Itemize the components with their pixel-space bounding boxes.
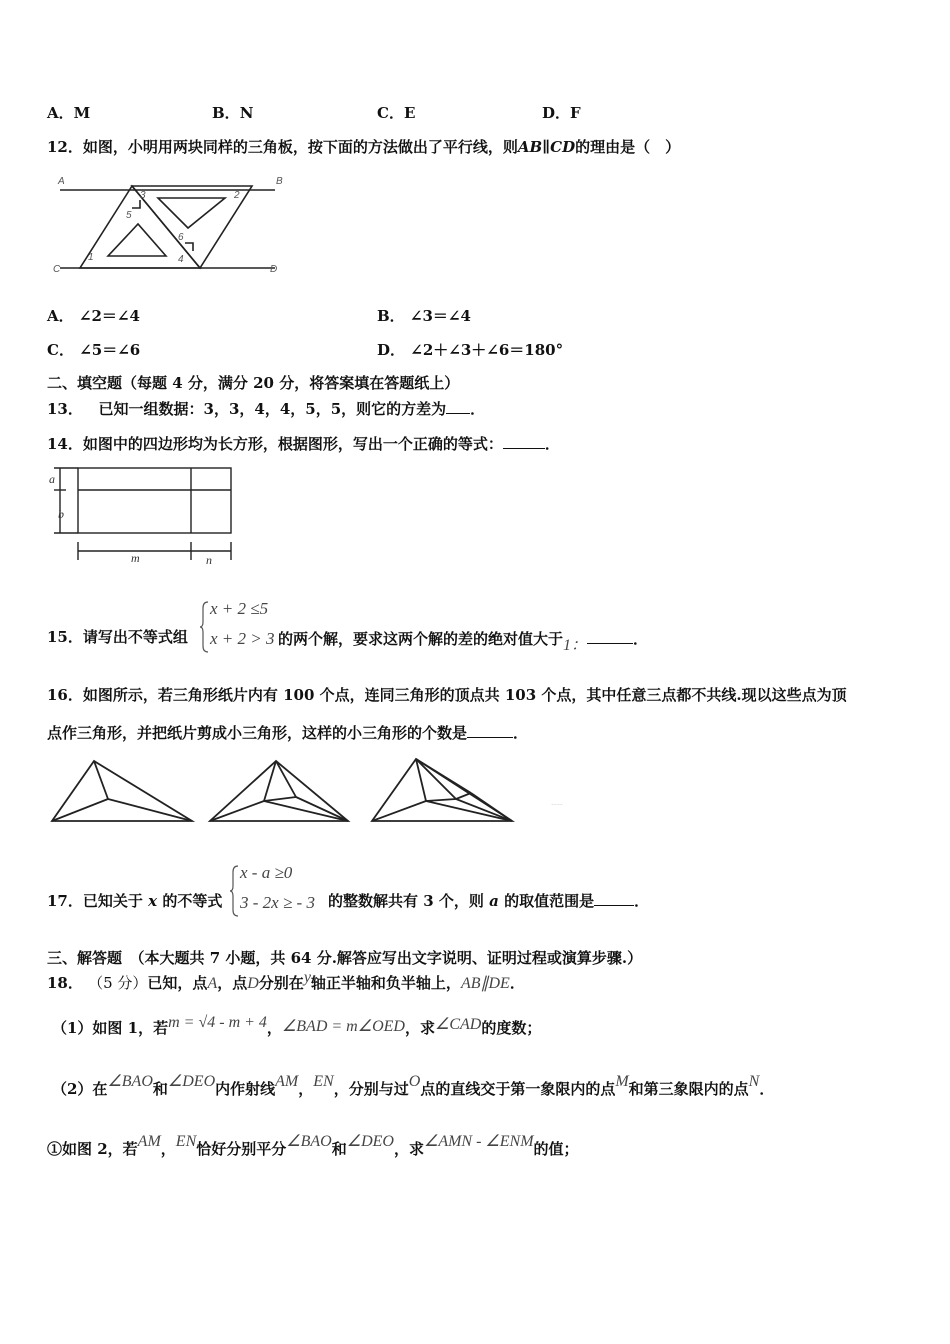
q12-label-5: 5 <box>126 210 132 221</box>
q11-option-a: A．M <box>47 104 91 122</box>
q12-label-6: 6 <box>178 232 184 243</box>
q12-label-b: B <box>276 176 283 187</box>
q16-line-2: 点作三角形，并把纸片剪成小三角形，这样的小三角形的个数是 ． <box>47 724 529 742</box>
q14-label-m: m <box>131 551 140 565</box>
q18-part-1: （1）如图 1，若m = √4 - m + 4，∠BAD = m∠OED，求∠CAD的度数； <box>52 1014 542 1037</box>
q14-label-n: n <box>206 553 212 567</box>
q12-figure <box>50 168 290 278</box>
q18-part-2: （2）在∠BAO和∠DEO内作射线AM，EN，分别与过O点的直线交于第一象限内的点M和第三象限内的点N． <box>52 1073 775 1098</box>
q16-figure <box>46 755 606 827</box>
q16-figure-ellipsis: …… <box>551 801 563 807</box>
q17-system-line-2: 3 - 2x ≥ - 3 <box>240 893 315 912</box>
q12-option-b: B． ∠3＝∠4 <box>377 307 471 325</box>
q15-stem: 15．请写出不等式组 <box>47 628 188 646</box>
q14-answer-blank[interactable] <box>503 448 545 449</box>
section-2-title: 二、填空题（每题 4 分，满分 20 分，将答案填在答题纸上） <box>47 374 460 392</box>
q11-option-d: D．F <box>542 104 581 122</box>
q14-stem: 14．如图中的四边形均为长方形，根据图形，写出一个正确的等式： ． <box>47 435 560 453</box>
q16-line-1: 16．如图所示，若三角形纸片内有 100 个点，连同三角形的顶点共 103 个点，其中任意三点都不共线.现以这些点为顶 <box>47 686 847 704</box>
q12-label-4: 4 <box>178 254 184 265</box>
q12-option-c: C． ∠5＝∠6 <box>47 341 141 359</box>
section-3-title: 三、解答题 （本大题共 7 小题，共 64 分.解答应写出文字说明、证明过程或演算步骤.） <box>47 949 643 967</box>
q12-label-a: A <box>58 176 65 187</box>
q17-brace <box>230 864 240 918</box>
q16-answer-blank[interactable] <box>467 737 513 738</box>
q15-answer-blank[interactable] <box>587 643 633 644</box>
q12-option-d: D． ∠2＋∠3＋∠6＝180° <box>377 341 564 359</box>
q17-system-line-1: x - a ≥0 <box>240 863 293 882</box>
q13-answer-blank[interactable] <box>446 413 470 414</box>
q11-option-b: B．N <box>212 104 254 122</box>
q17-stem-end: 的整数解共有 3 个，则 a 的取值范围是 ． <box>328 892 650 910</box>
q17-answer-blank[interactable] <box>594 905 634 906</box>
q14-figure <box>46 462 246 568</box>
q15-system-line-1: x + 2 ≤5 <box>210 599 269 618</box>
q12-label-2: 2 <box>234 190 240 201</box>
q12-label-3: 3 <box>140 190 146 201</box>
q18-case-1: ①如图 2，若AM，EN恰好分别平分∠BAO和∠DEO，求∠AMN - ∠ENM的值； <box>47 1133 579 1158</box>
q15-system-line-2: x + 2 > 3 <box>210 629 275 648</box>
q15-stem-end: 的两个解，要求这两个解的差的绝对值大于1： ． <box>278 630 649 654</box>
q12-label-1: 1 <box>88 252 94 263</box>
q14-label-b: b <box>58 507 64 521</box>
q18-stem: 18． （5 分）已知，点A，点D分别在y轴正半轴和负半轴上，AB∥DE． <box>47 969 525 992</box>
q15-brace <box>200 600 210 654</box>
q12-label-d: D <box>270 264 278 275</box>
q12-label-c: C <box>53 264 61 275</box>
q17-stem: 17．已知关于 x 的不等式 <box>47 892 223 910</box>
q12-option-a: A． ∠2＝∠4 <box>47 307 140 325</box>
q11-option-c: C．E <box>377 104 416 122</box>
q13-stem: 13． 已知一组数据：3，3，4，4，5，5，则它的方差为 ． <box>47 400 486 418</box>
q14-label-a: a <box>49 472 55 486</box>
q12-stem: 12．如图，小明用两块同样的三角板，按下面的方法做出了平行线，则AB∥CD的理由是（ ） <box>47 138 681 156</box>
